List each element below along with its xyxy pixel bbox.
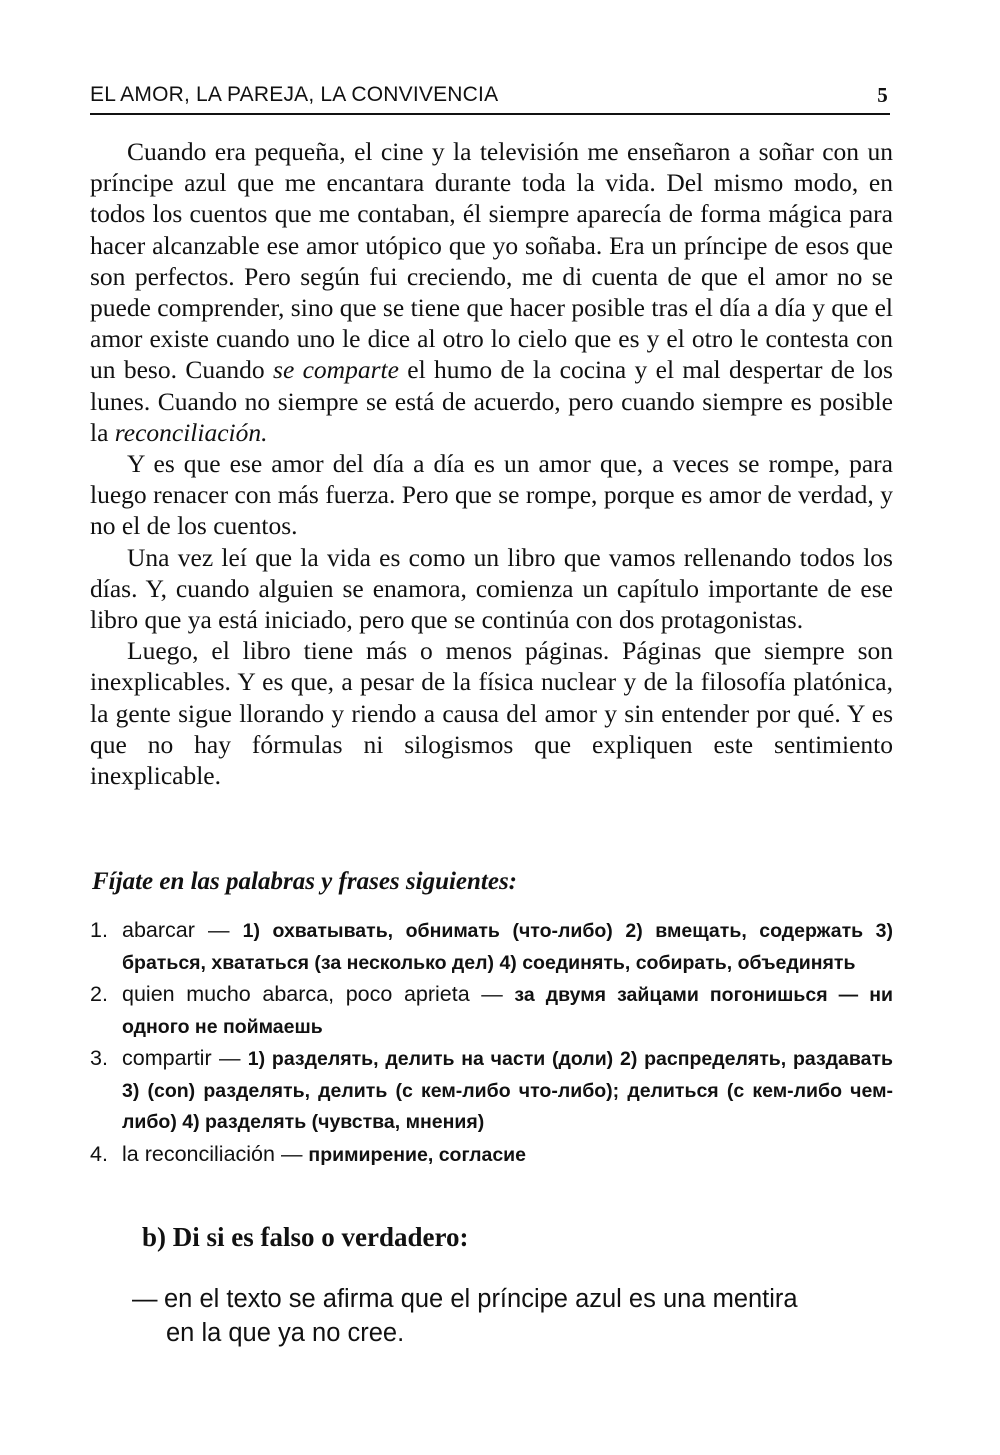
exercise-statement bbox=[132, 1282, 902, 1350]
translation: 1) разделять, делить на части (доли) 2) распределять, раздавать 3) (con) разделять, делить (с кем-либо что-либо); делиться (с кем-либо чем-либо) 4) разделять (чувства, мнения) bbox=[122, 1048, 893, 1133]
term: quien mucho abarca, poco aprieta bbox=[122, 982, 470, 1006]
vocabulary-item: 2. quien mucho abarca, poco aprieta — за двумя зайцами погонишься — ни одного не поймаешь bbox=[90, 979, 893, 1042]
main-text bbox=[90, 136, 893, 791]
item-number: 4. bbox=[90, 1141, 108, 1166]
paragraph: Cuando era pequeña, el cine y la televisión me enseñaron a soñar con un príncipe azul que me encantara durante toda la vida. Del mismo modo, en todos los cuentos que me contaban, él siempre aparecía de forma mágica para hacer alcanzable ese amor utópico que yo soñaba. Era un príncipe de esos que son perfectos. Pero según fui creciendo, me di cuenta de que el amor no se puede comprender, sino que se tiene que hacer posible tras el día a día y que el amor existe cuando uno le dice al otro lo cielo que es y el otro le contesta con un beso. Cuando se comparte el humo de la cocina y el mal despertar de los lunes. Cuando no siempre se está de acuerdo, pero cuando siempre es posible la reconciliación. bbox=[90, 137, 893, 447]
translation: примирение, согласие bbox=[308, 1143, 527, 1166]
exercise-b-heading: b) Di si es falso o verdadero: bbox=[142, 1222, 469, 1252]
vocabulary-heading: Fíjate en las palabras y frases siguientes: bbox=[92, 868, 518, 895]
header-title: EL AMOR, LA PAREJA, LA CONVIVENCIA bbox=[90, 83, 499, 106]
vocabulary-item: 1. abarcar — 1) охватывать, обнимать (что-либо) 2) вмещать, содержать 3) браться, хвататься (за несколько дел) 4) соединять, собирать, объединять bbox=[90, 915, 893, 978]
item-number: 3. bbox=[90, 1046, 108, 1070]
vocabulary-item: 3. compartir — 1) разделять, делить на части (доли) 2) распределять, раздавать 3) (con) разделять, делить (с кем-либо что-либо); делиться (с кем-либо чем-либо) 4) разделять (чувства, мнения) bbox=[90, 1043, 893, 1138]
page-number: 5 bbox=[877, 83, 888, 107]
item-number: 1. bbox=[90, 918, 108, 942]
item-number: 2. bbox=[90, 982, 108, 1006]
running-header bbox=[90, 83, 890, 115]
paragraph: Luego, el libro tiene más o menos páginas. Páginas que siempre son inexplicables. Y es que, a pesar de la física nuclear y de la filosofía platónica, la gente sigue llorando y riendo a causa del amor y sin entender por qué. Y es que no hay fórmulas ni silogismos que expliquen este sentimiento inexplicable. bbox=[90, 636, 893, 791]
paragraph: Y es que ese amor del día a día es un amor que, a veces se rompe, para luego renacer con más fuerza. Pero que se rompe, porque es amor de verdad, y no el de los cuentos. bbox=[90, 449, 893, 541]
statement-dash: — bbox=[132, 1285, 158, 1313]
vocabulary-item: 4. la reconciliación — примирение, согласие bbox=[90, 1139, 893, 1171]
term: la reconciliación bbox=[122, 1141, 275, 1166]
vocabulary-list bbox=[90, 915, 893, 1171]
statement-line: en la que ya no cree. bbox=[166, 1319, 405, 1347]
paragraph: Una vez leí que la vida es como un libro que vamos rellenando todos los días. Y, cuando alguien se enamora, comienza un capítulo importante de ese libro que ya está iniciado, pero que se continúa con dos protagonistas. bbox=[90, 542, 893, 635]
term: abarcar bbox=[122, 918, 195, 942]
translation: за двумя зайцами погонишься — ни одного не поймаешь bbox=[122, 984, 893, 1038]
statement-line: en el texto se afirma que el príncipe azul es una mentira bbox=[164, 1285, 798, 1313]
translation: 1) охватывать, обнимать (что-либо) 2) вмещать, содержать 3) браться, хвататься (за несколько дел) 4) соединять, собирать, объединять bbox=[122, 920, 893, 974]
term: compartir bbox=[122, 1046, 212, 1070]
